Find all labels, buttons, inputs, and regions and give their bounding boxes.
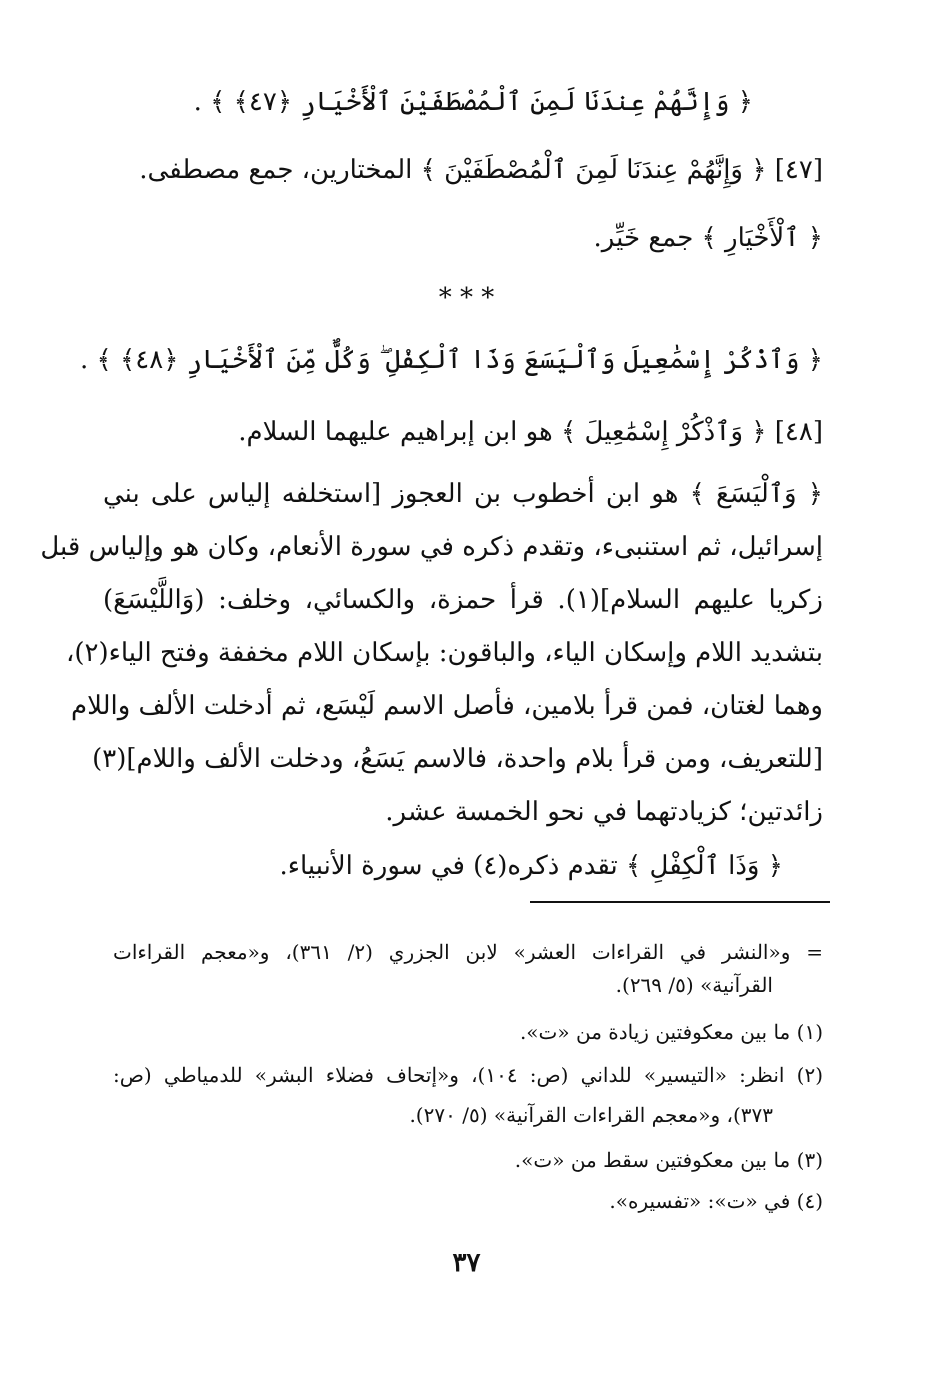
verse-47: ﴿ وَإِنَّهُمْ عِندَنَا لَمِنَ ٱلْمُصْطَفَيْنَ ٱلْأَخْيَارِ ﴿٤٧﴾ ﴾ .: [193, 87, 753, 117]
footnote-4: (٤) في «ت»: «تفسيره».: [609, 1189, 823, 1213]
paragraph-line: زكريا عليهم السلام](١). قرأ حمزة، والكسائي، وخلف: (وَاللَّيْسَعَ): [103, 585, 823, 615]
page-number: ٣٧: [452, 1248, 481, 1278]
paragraph-line: ﴿ وَٱلْيَسَعَ ﴾ هو ابن أخطوب بن العجوز [استخلفه إلياس على بني: [103, 479, 823, 509]
paragraph-line: بتشديد اللام وإسكان الياء، والباقون: بإسكان اللام مخففة وفتح الياء(٢)،: [65, 638, 823, 668]
footnote-2-continuation: ٣٧٣)، و«معجم القراءات القرآنية» (٥/ ٢٧٠).: [409, 1103, 773, 1127]
paragraph-line: زائدتين؛ كزيادتهما في نحو الخمسة عشر.: [385, 797, 823, 827]
footnote-2: (٢) انظر: «التيسير» للداني (ص: ١٠٤)، و«إتحاف فضلاء البشر» للدمياطي (ص:: [113, 1063, 823, 1087]
footnote-3: (٣) ما بين معكوفتين سقط من «ت».: [514, 1148, 823, 1172]
footnote-separator: [530, 901, 830, 903]
verse-48: ﴿ وَٱذْكُرْ إِسْمَٰعِيلَ وَٱلْيَسَعَ وَذَا ٱلْكِفْلِ ۖ وَكُلٌّ مِّنَ ٱلْأَخْيَارِ ﴿٤٨﴾ ﴾ .: [80, 345, 823, 375]
footnote-continuation: القرآنية» (٥/ ٢٦٩).: [615, 973, 773, 997]
section-divider: * * *: [438, 283, 495, 313]
footnote-1: (١) ما بين معكوفتين زيادة من «ت».: [519, 1020, 823, 1044]
commentary-line: [٤٧] ﴿ وَإِنَّهُمْ عِندَنَا لَمِنَ ٱلْمُصْطَفَيْنَ ﴾ المختارين، جمع مصطفى.: [139, 155, 823, 185]
commentary-line: [٤٨] ﴿ وَٱذْكُرْ إِسْمَٰعِيلَ ﴾ هو ابن إبراهيم عليهما السلام.: [238, 417, 823, 447]
paragraph-line: ﴿ وَذَا ٱلْكِفْلِ ﴾ تقدم ذكره(٤) في سورة الأنبياء.: [279, 851, 783, 881]
paragraph-line: [للتعريف، ومن قرأ بلام واحدة، فالاسم يَسَعُ، ودخلت الألف واللام](٣): [92, 744, 823, 774]
paragraph-line: إسرائيل، ثم استنبىء، وتقدم ذكره في سورة الأنعام، وكان هو وإلياس قبل: [40, 532, 823, 562]
commentary-line: ﴿ ٱلْأَخْيَارِ ﴾ جمع خَيِّر.: [593, 223, 823, 253]
paragraph-line: وهما لغتان، فمن قرأ بلامين، فأصل الاسم لَيْسَع، ثم أدخلت الألف واللام: [70, 691, 823, 721]
footnote-continuation: = و«النشر في القراءات العشر» لابن الجزري (٢/ ٣٦١)، و«معجم القراءات: [113, 940, 823, 964]
